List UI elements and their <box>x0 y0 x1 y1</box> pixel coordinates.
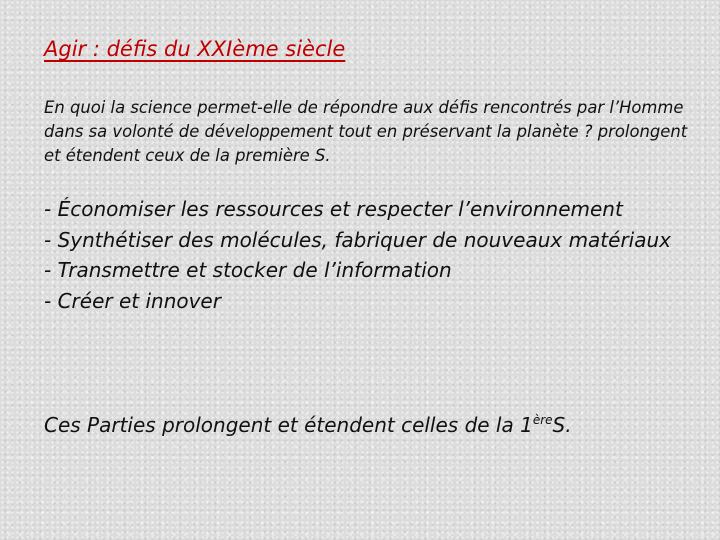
list-item: - Économiser les ressources et respecter l’environnement <box>44 197 623 221</box>
list-item: - Créer et innover <box>44 288 221 313</box>
slide-title: Agir : défis du XXIème siècle <box>44 37 346 61</box>
conclusion-before: Ces Parties prolongent et étendent celles de la 1 <box>44 413 533 437</box>
challenge-list <box>44 194 684 316</box>
conclusion-after: S. <box>552 413 572 437</box>
conclusion-text <box>44 413 694 437</box>
list-item: - Synthétiser des molécules, fabriquer de nouveaux matériaux <box>44 227 672 252</box>
list-item: - Transmettre et stocker de l’information <box>44 258 452 282</box>
intro-paragraph: En quoi la science permet-elle de répondre aux défis rencontrés par l’Homme dans sa volonté de développement tout en préservant la planète ? prolongent et étendent ceux de la première S. <box>44 98 688 165</box>
conclusion-superscript: ère <box>532 413 553 427</box>
